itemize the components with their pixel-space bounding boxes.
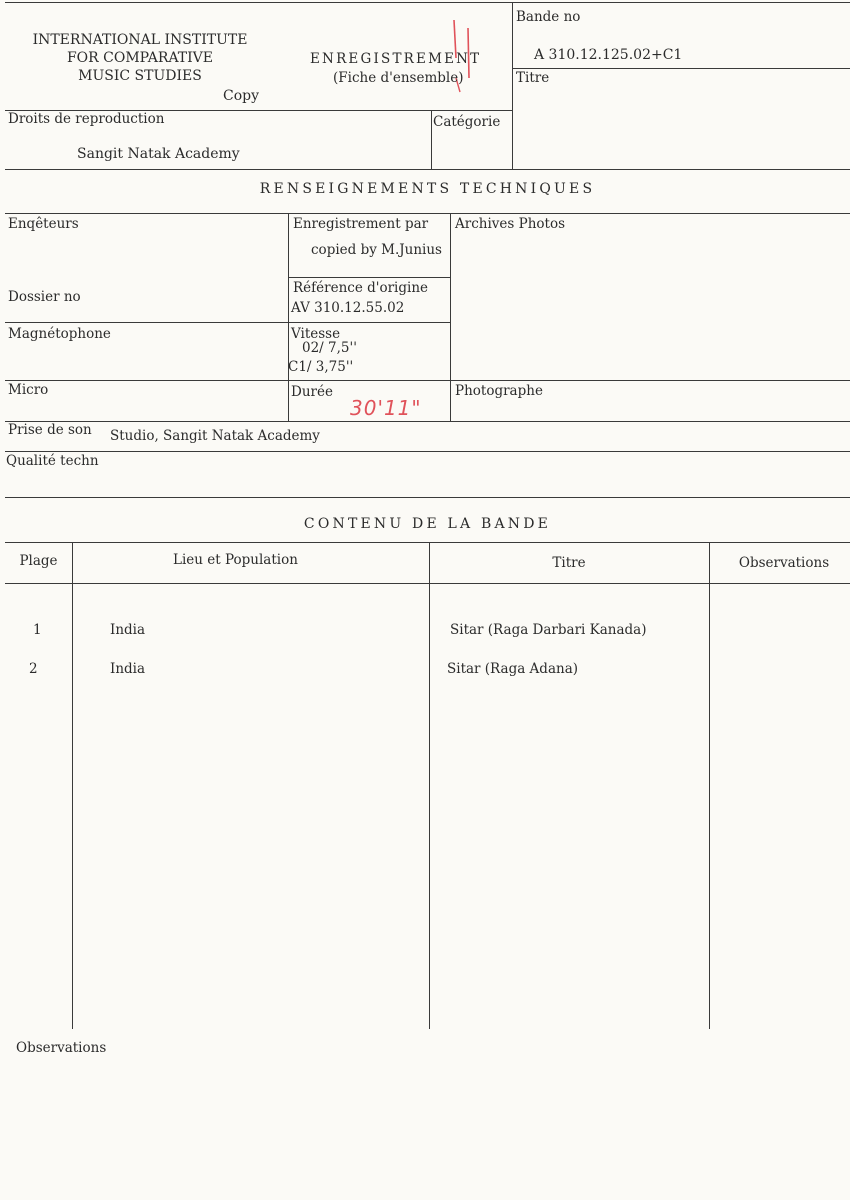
institute-line1: INTERNATIONAL INSTITUTE (32, 32, 248, 48)
row-lieu: India (110, 661, 146, 677)
tech-bottom-rule (5, 421, 850, 422)
contents-top-rule (5, 542, 850, 543)
contents-heading: CONTENU DE LA BANDE (303, 516, 552, 532)
categorie-label: Catégorie (433, 114, 501, 130)
column-header-lieu: Lieu et Population (173, 552, 298, 568)
contents-col3-divider (709, 542, 710, 1029)
contents-col2-divider (429, 542, 430, 1029)
qualite-bottom-rule (5, 497, 850, 498)
row-lieu: India (110, 622, 146, 638)
enregistrement-par-label: Enregistrement par (293, 216, 429, 232)
row-plage: 2 (29, 661, 38, 677)
observations-label: Observations (16, 1040, 107, 1056)
tech-heading: RENSEIGNEMENTS TECHNIQUES (259, 181, 596, 197)
tech-top-rule (5, 213, 850, 214)
qualite-label: Qualité techn (6, 453, 99, 469)
titre-label: Titre (516, 70, 550, 86)
bande-titre-divider (512, 68, 850, 69)
photographe-label: Photographe (455, 383, 543, 399)
archives-photos-label: Archives Photos (455, 216, 565, 232)
prise-value: Studio, Sangit Natak Academy (110, 428, 320, 444)
tech-col2-divider (450, 213, 451, 421)
vitesse-line2: C1/ 3,75'' (288, 359, 354, 375)
row-plage: 1 (33, 622, 42, 638)
column-header-titre: Titre (552, 555, 586, 571)
copy-label: Copy (223, 88, 260, 104)
duree-value: 30'11" (350, 396, 422, 420)
bande-value: A 310.12.125.02+C1 (534, 47, 683, 63)
tech-mid-rule-b (5, 322, 451, 323)
prise-label: Prise de son (8, 422, 92, 438)
droits-value: Sangit Natak Academy (77, 146, 240, 162)
droits-label: Droits de reproduction (8, 111, 165, 127)
vitesse-label: Vitesse (291, 326, 341, 342)
tech-mid-rule-c (5, 380, 850, 381)
row-titre: Sitar (Raga Darbari Kanada) (450, 622, 647, 638)
bande-label: Bande no (516, 9, 581, 25)
institute-line3: MUSIC STUDIES (78, 68, 202, 84)
duree-label: Durée (291, 384, 333, 400)
prise-bottom-rule (5, 451, 850, 452)
column-header-observations: Observations (738, 555, 830, 571)
magnetophone-label: Magnétophone (8, 326, 111, 342)
column-header-plage: Plage (19, 553, 58, 569)
contents-header-rule (5, 583, 850, 584)
institute-line2: FOR COMPARATIVE (66, 50, 214, 66)
enregistrement-title: ENREGISTREMENT (310, 51, 482, 67)
row-titre: Sitar (Raga Adana) (447, 661, 579, 677)
header-divider (512, 2, 513, 170)
tech-mid-rule-a (288, 277, 451, 278)
enqueteurs-label: Enqêteurs (8, 216, 79, 232)
reference-label: Référence d'origine (293, 280, 429, 296)
vitesse-line1: 02/ 7,5'' (302, 340, 357, 356)
reference-value: AV 310.12.55.02 (291, 300, 405, 316)
top-border (5, 2, 850, 3)
contents-col1-divider (72, 542, 73, 1029)
dossier-label: Dossier no (8, 289, 81, 305)
tech-col1-divider (288, 213, 289, 421)
micro-label: Micro (8, 382, 49, 398)
enregistrement-par-value: copied by M.Junius (311, 242, 442, 258)
fiche-subtitle: (Fiche d'ensemble) (333, 70, 464, 86)
rights-bottom-rule (5, 169, 850, 170)
